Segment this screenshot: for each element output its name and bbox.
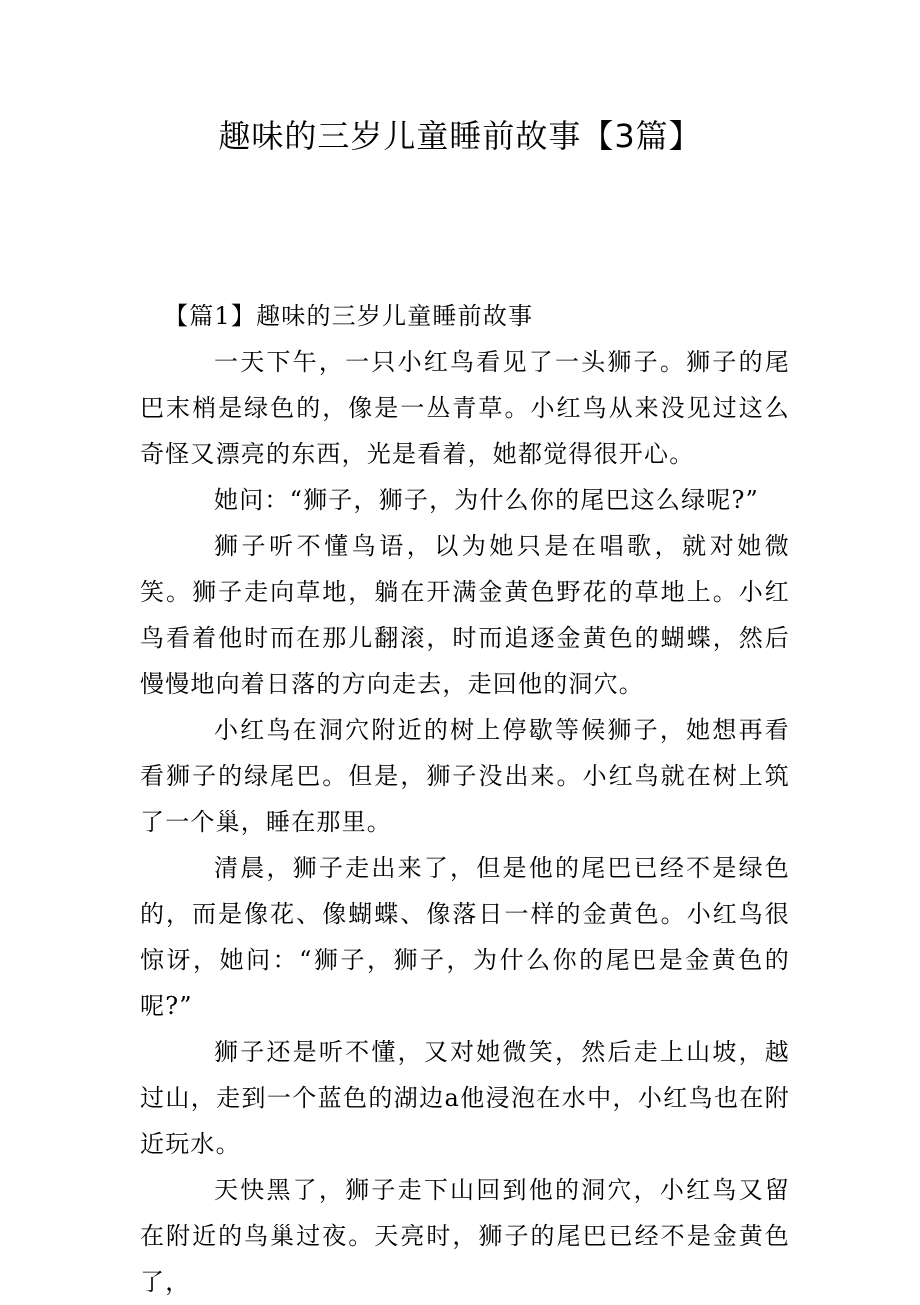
paragraph: 狮子听不懂鸟语，以为她只是在唱歌，就对她微笑。狮子走向草地，躺在开满金黄色野花的草地上。小红鸟看着他时而在那儿翻滚，时而追逐金黄色的蝴蝶，然后慢慢地向着日落的方向走去，走回他的洞穴。 (140, 532, 790, 698)
paragraph: 她问：“狮子，狮子，为什么你的尾巴这么绿呢?” (214, 486, 760, 514)
document-title: 趣味的三岁儿童睡前故事【3篇】 (218, 117, 702, 155)
paragraph: 清晨，狮子走出来了，但是他的尾巴已经不是绿色的，而是像花、像蝴蝶、像落日一样的金黄色。小红鸟很惊讶，她问：“狮子，狮子，为什么你的尾巴是金黄色的呢?” (140, 854, 790, 1020)
paragraph: 小红鸟在洞穴附近的树上停歇等候狮子，她想再看看狮子的绿尾巴。但是，狮子没出来。小红鸟就在树上筑了一个巢，睡在那里。 (140, 716, 790, 836)
paragraph: 天快黑了，狮子走下山回到他的洞穴，小红鸟又留在附近的鸟巢过夜。天亮时，狮子的尾巴已经不是金黄色了， (140, 1176, 790, 1296)
document-body (140, 293, 790, 1305)
paragraph: 狮子还是听不懂，又对她微笑，然后走上山坡，越过山，走到一个蓝色的湖边a他浸泡在水中，小红鸟也在附近玩水。 (140, 1038, 790, 1158)
paragraph: 一天下午，一只小红鸟看见了一头狮子。狮子的尾巴末梢是绿色的，像是一丛青草。小红鸟从来没见过这么奇怪又漂亮的东西，光是看着，她都觉得很开心。 (140, 348, 790, 468)
section-heading: 【篇1】趣味的三岁儿童睡前故事 (164, 302, 534, 330)
